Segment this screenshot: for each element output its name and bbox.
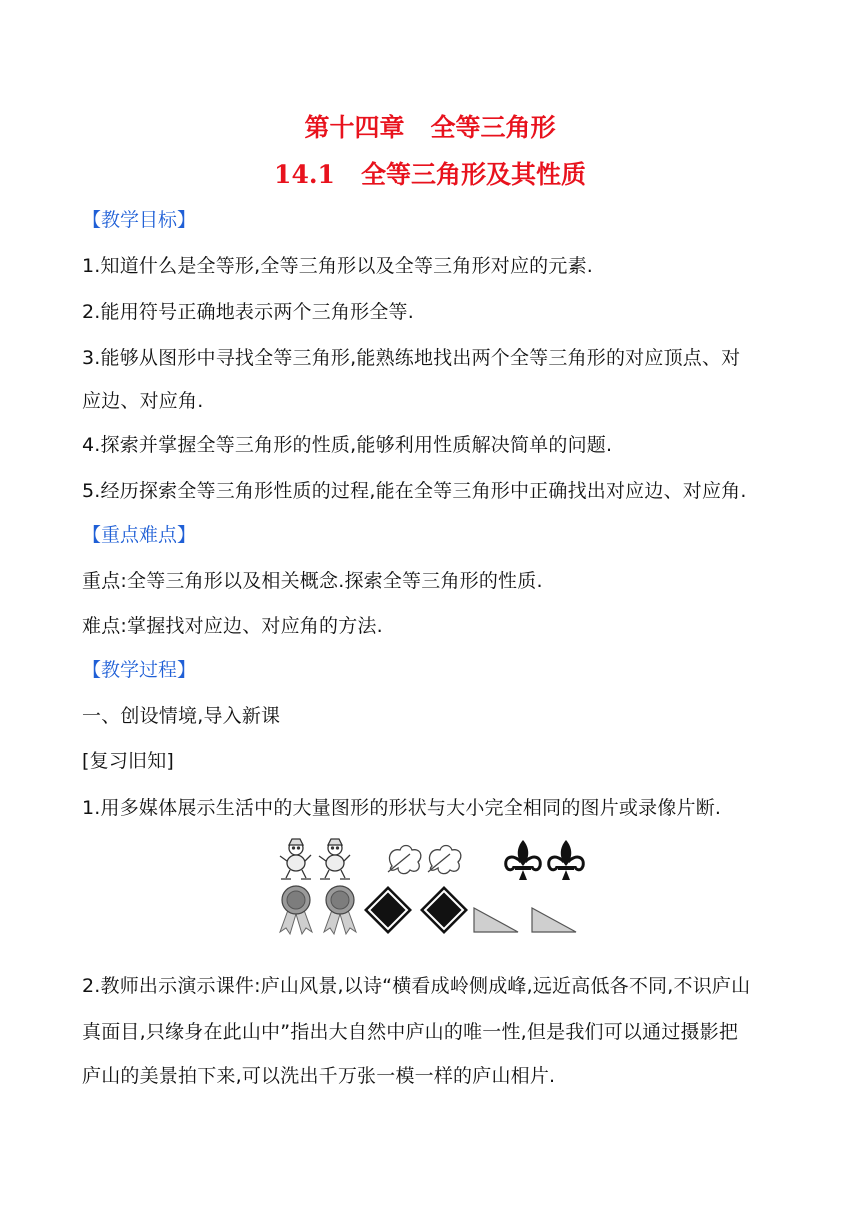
diamond-icon	[364, 886, 412, 934]
section-name: 全等三角形及其性质	[360, 160, 586, 189]
process-item-2-line: 2.教师出示演示课件:庐山风景,以诗“横看成岭侧成峰,远近高低各不同,不识庐山	[82, 975, 751, 997]
chapter-title	[0, 108, 860, 144]
section-title	[0, 155, 860, 191]
section-number: 14.1	[274, 160, 335, 189]
chapter-number: 第十四章	[304, 113, 405, 142]
congruent-shapes-bottom	[270, 884, 600, 936]
award-ribbon-icon	[324, 886, 356, 934]
right-triangle-icon	[474, 908, 518, 932]
fleur-de-lis-icon	[549, 840, 584, 880]
focus-text: 重点:全等三角形以及相关概念.探索全等三角形的性质.	[82, 570, 543, 592]
congruent-shapes-top	[270, 836, 600, 884]
figure-row-bottom	[270, 884, 600, 936]
fleur-de-lis-icon	[506, 840, 541, 880]
chapter-name: 全等三角形	[430, 113, 556, 142]
goals-heading: 【教学目标】	[82, 209, 197, 231]
leaf-icon	[388, 846, 421, 874]
key-points-heading: 【重点难点】	[82, 524, 197, 546]
diamond-icon	[420, 886, 468, 934]
goal-item: 1.知道什么是全等形,全等三角形以及全等三角形对应的元素.	[82, 255, 594, 277]
right-triangle-icon	[532, 908, 576, 932]
difficulty-text: 难点:掌握找对应边、对应角的方法.	[82, 615, 383, 637]
process-item-1: 1.用多媒体展示生活中的大量图形的形状与大小完全相同的图片或录像片断.	[82, 797, 722, 819]
goal-item: 4.探索并掌握全等三角形的性质,能够利用性质解决简单的问题.	[82, 434, 613, 456]
figure-row-top	[270, 836, 600, 884]
review-label: [复习旧知]	[82, 750, 175, 772]
snowman-skater-icon	[280, 839, 311, 879]
process-item-2-line: 庐山的美景拍下来,可以洗出千万张一模一样的庐山相片.	[82, 1065, 556, 1087]
leaf-icon	[428, 846, 461, 874]
process-item-2-line: 真面目,只缘身在此山中”指出大自然中庐山的唯一性,但是我们可以通过摄影把	[82, 1021, 739, 1043]
part-one-heading: 一、创设情境,导入新课	[82, 705, 281, 727]
goal-item: 2.能用符号正确地表示两个三角形全等.	[82, 301, 414, 323]
process-heading: 【教学过程】	[82, 659, 197, 681]
award-ribbon-icon	[280, 886, 312, 934]
snowman-skater-icon	[319, 839, 350, 879]
goal-item: 3.能够从图形中寻找全等三角形,能熟练地找出两个全等三角形的对应顶点、对	[82, 347, 741, 369]
goal-item: 5.经历探索全等三角形性质的过程,能在全等三角形中正确找出对应边、对应角.	[82, 480, 747, 502]
goal-item: 应边、对应角.	[82, 390, 204, 412]
